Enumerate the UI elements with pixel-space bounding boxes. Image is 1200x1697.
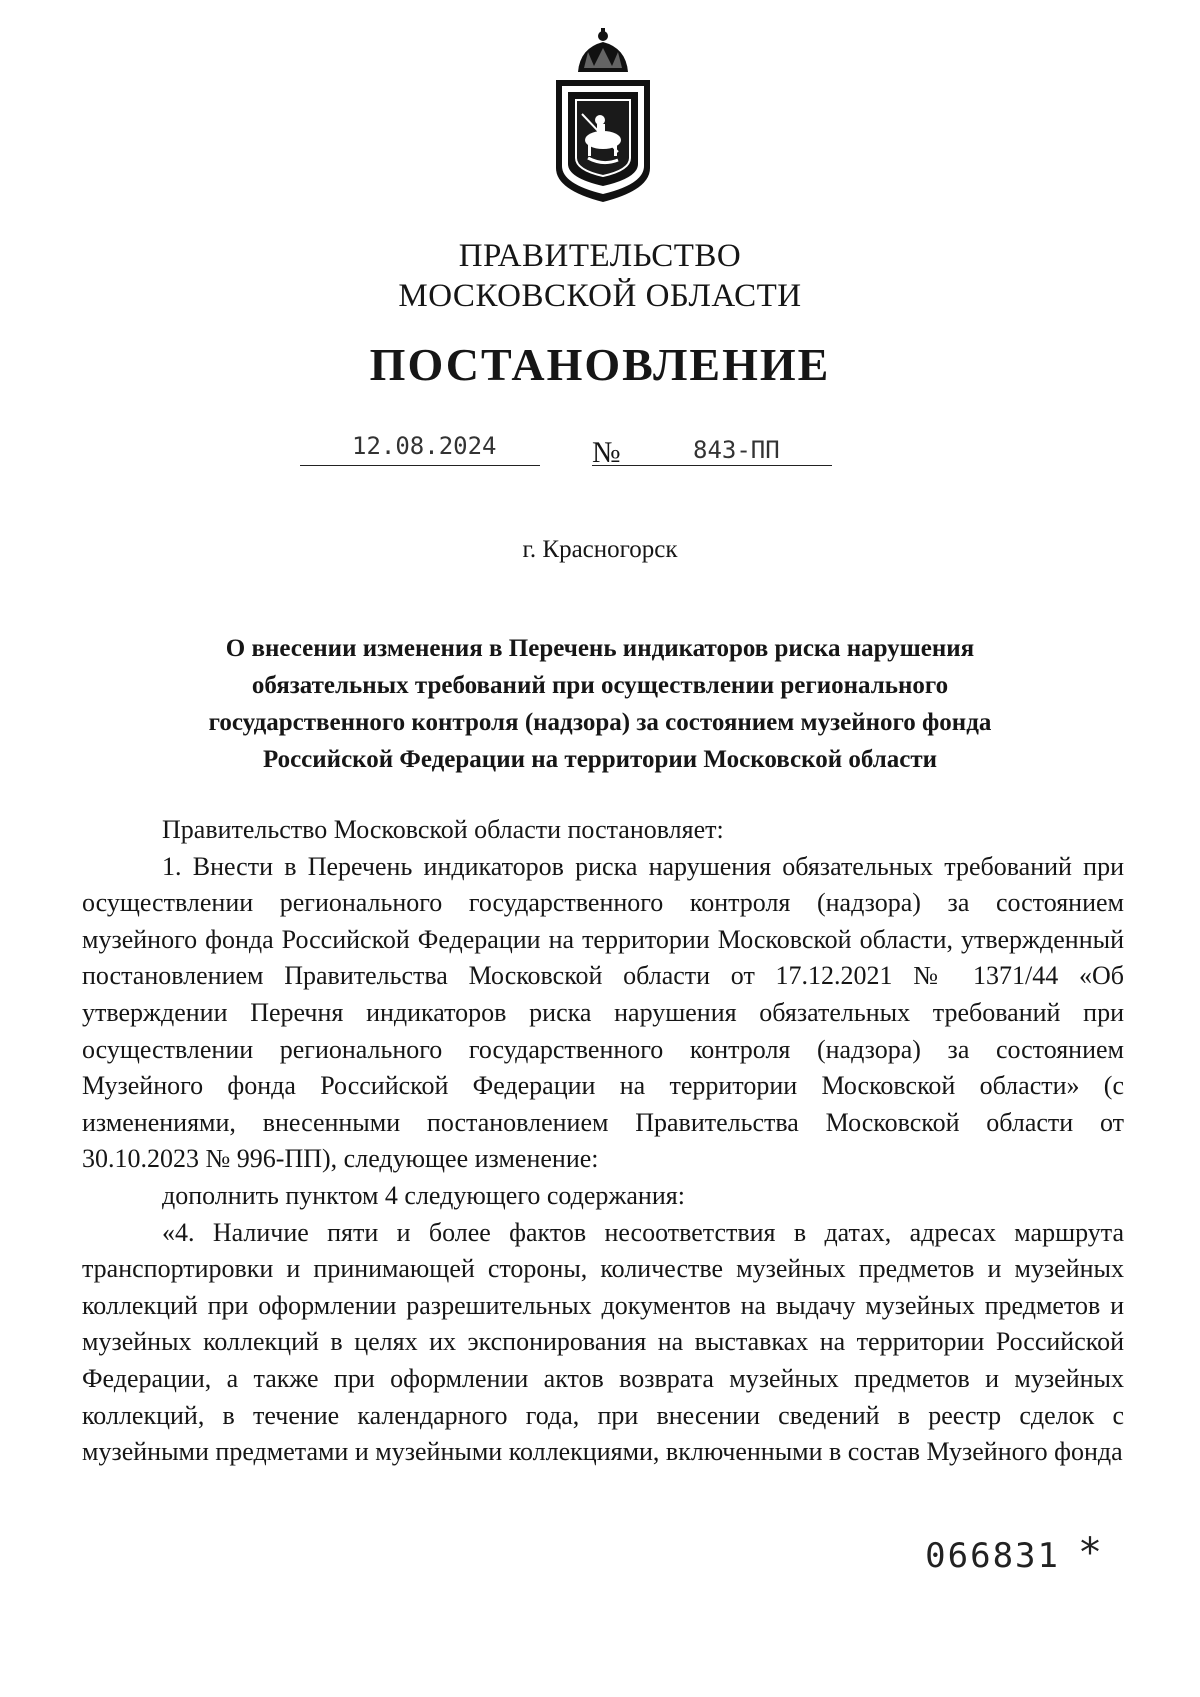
decree-number: 843-ПП [693,436,780,464]
decree-body [82,812,1124,1471]
government-title [300,236,900,316]
subject-line3: государственного контроля (надзора) за состоянием музейного фонда [208,709,992,736]
body-paragraph-item1: 1. Внести в Перечень индикаторов риска нарушения обязательных требований при осуществлении регионального государственного контроля (надзора) за состоянием музейного фонда Российской Федерации на территории Московской области, утвержденный постановлением Правительства Московской области от 17.12.2021 № 1371/44 «Об утверждении Перечня индикаторов риска нарушения обязательных требований при осуществлении регионального государственного контроля (надзора) за состоянием Музейного фонда Российской Федерации на территории Московской области» (с изменениями, внесенными постановлением Правительства Московской области от 30.10.2023 № 996-ПП), следующее изменение: [82,851,1124,1174]
date-underline [300,465,540,466]
city-line: г. Красногорск [522,536,678,563]
subject-line1: О внесении изменения в Перечень индикаторов риска нарушения [225,635,975,662]
asterisk-mark: * [1080,1530,1100,1576]
moscow-oblast-coat-of-arms-icon [548,28,658,204]
government-title-line2: МОСКОВСКОЙ ОБЛАСТИ [398,278,802,314]
body-paragraph-item4: «4. Наличие пяти и более фактов несоответствия в датах, адресах маршрута транспортировки и принимающей стороны, количестве музейных предметов и музейных коллекций при оформлении разрешительных документов на выдачу музейных предметов и музейных коллекций в целях их экспонирования на выставках на территории Российской Федерации, а также при оформлении актов возврата музейных предметов и музейных коллекций, в течение календарного года, при внесении сведений в реестр сделок с музейными предметами и музейными коллекциями, включенными в состав Музейного фонда [82,1217,1124,1467]
form-serial-number: 066831 [925,1536,1060,1576]
body-paragraph-intro: Правительство Московской области постановляет: [162,815,724,844]
subject-line4: Российской Федерации на территории Московской области [262,746,938,773]
subject-line2: обязательных требований при осуществлении регионального [251,672,949,699]
decree-subject [150,630,1050,778]
body-paragraph-supplement: дополнить пунктом 4 следующего содержания: [162,1180,685,1210]
number-underline [592,465,832,466]
number-sign: № [592,436,621,469]
decree-date: 12.08.2024 [352,432,497,460]
document-type-title: ПОСТАНОВЛЕНИЕ [369,339,831,390]
government-title-line1: ПРАВИТЕЛЬСТВО [458,238,742,274]
